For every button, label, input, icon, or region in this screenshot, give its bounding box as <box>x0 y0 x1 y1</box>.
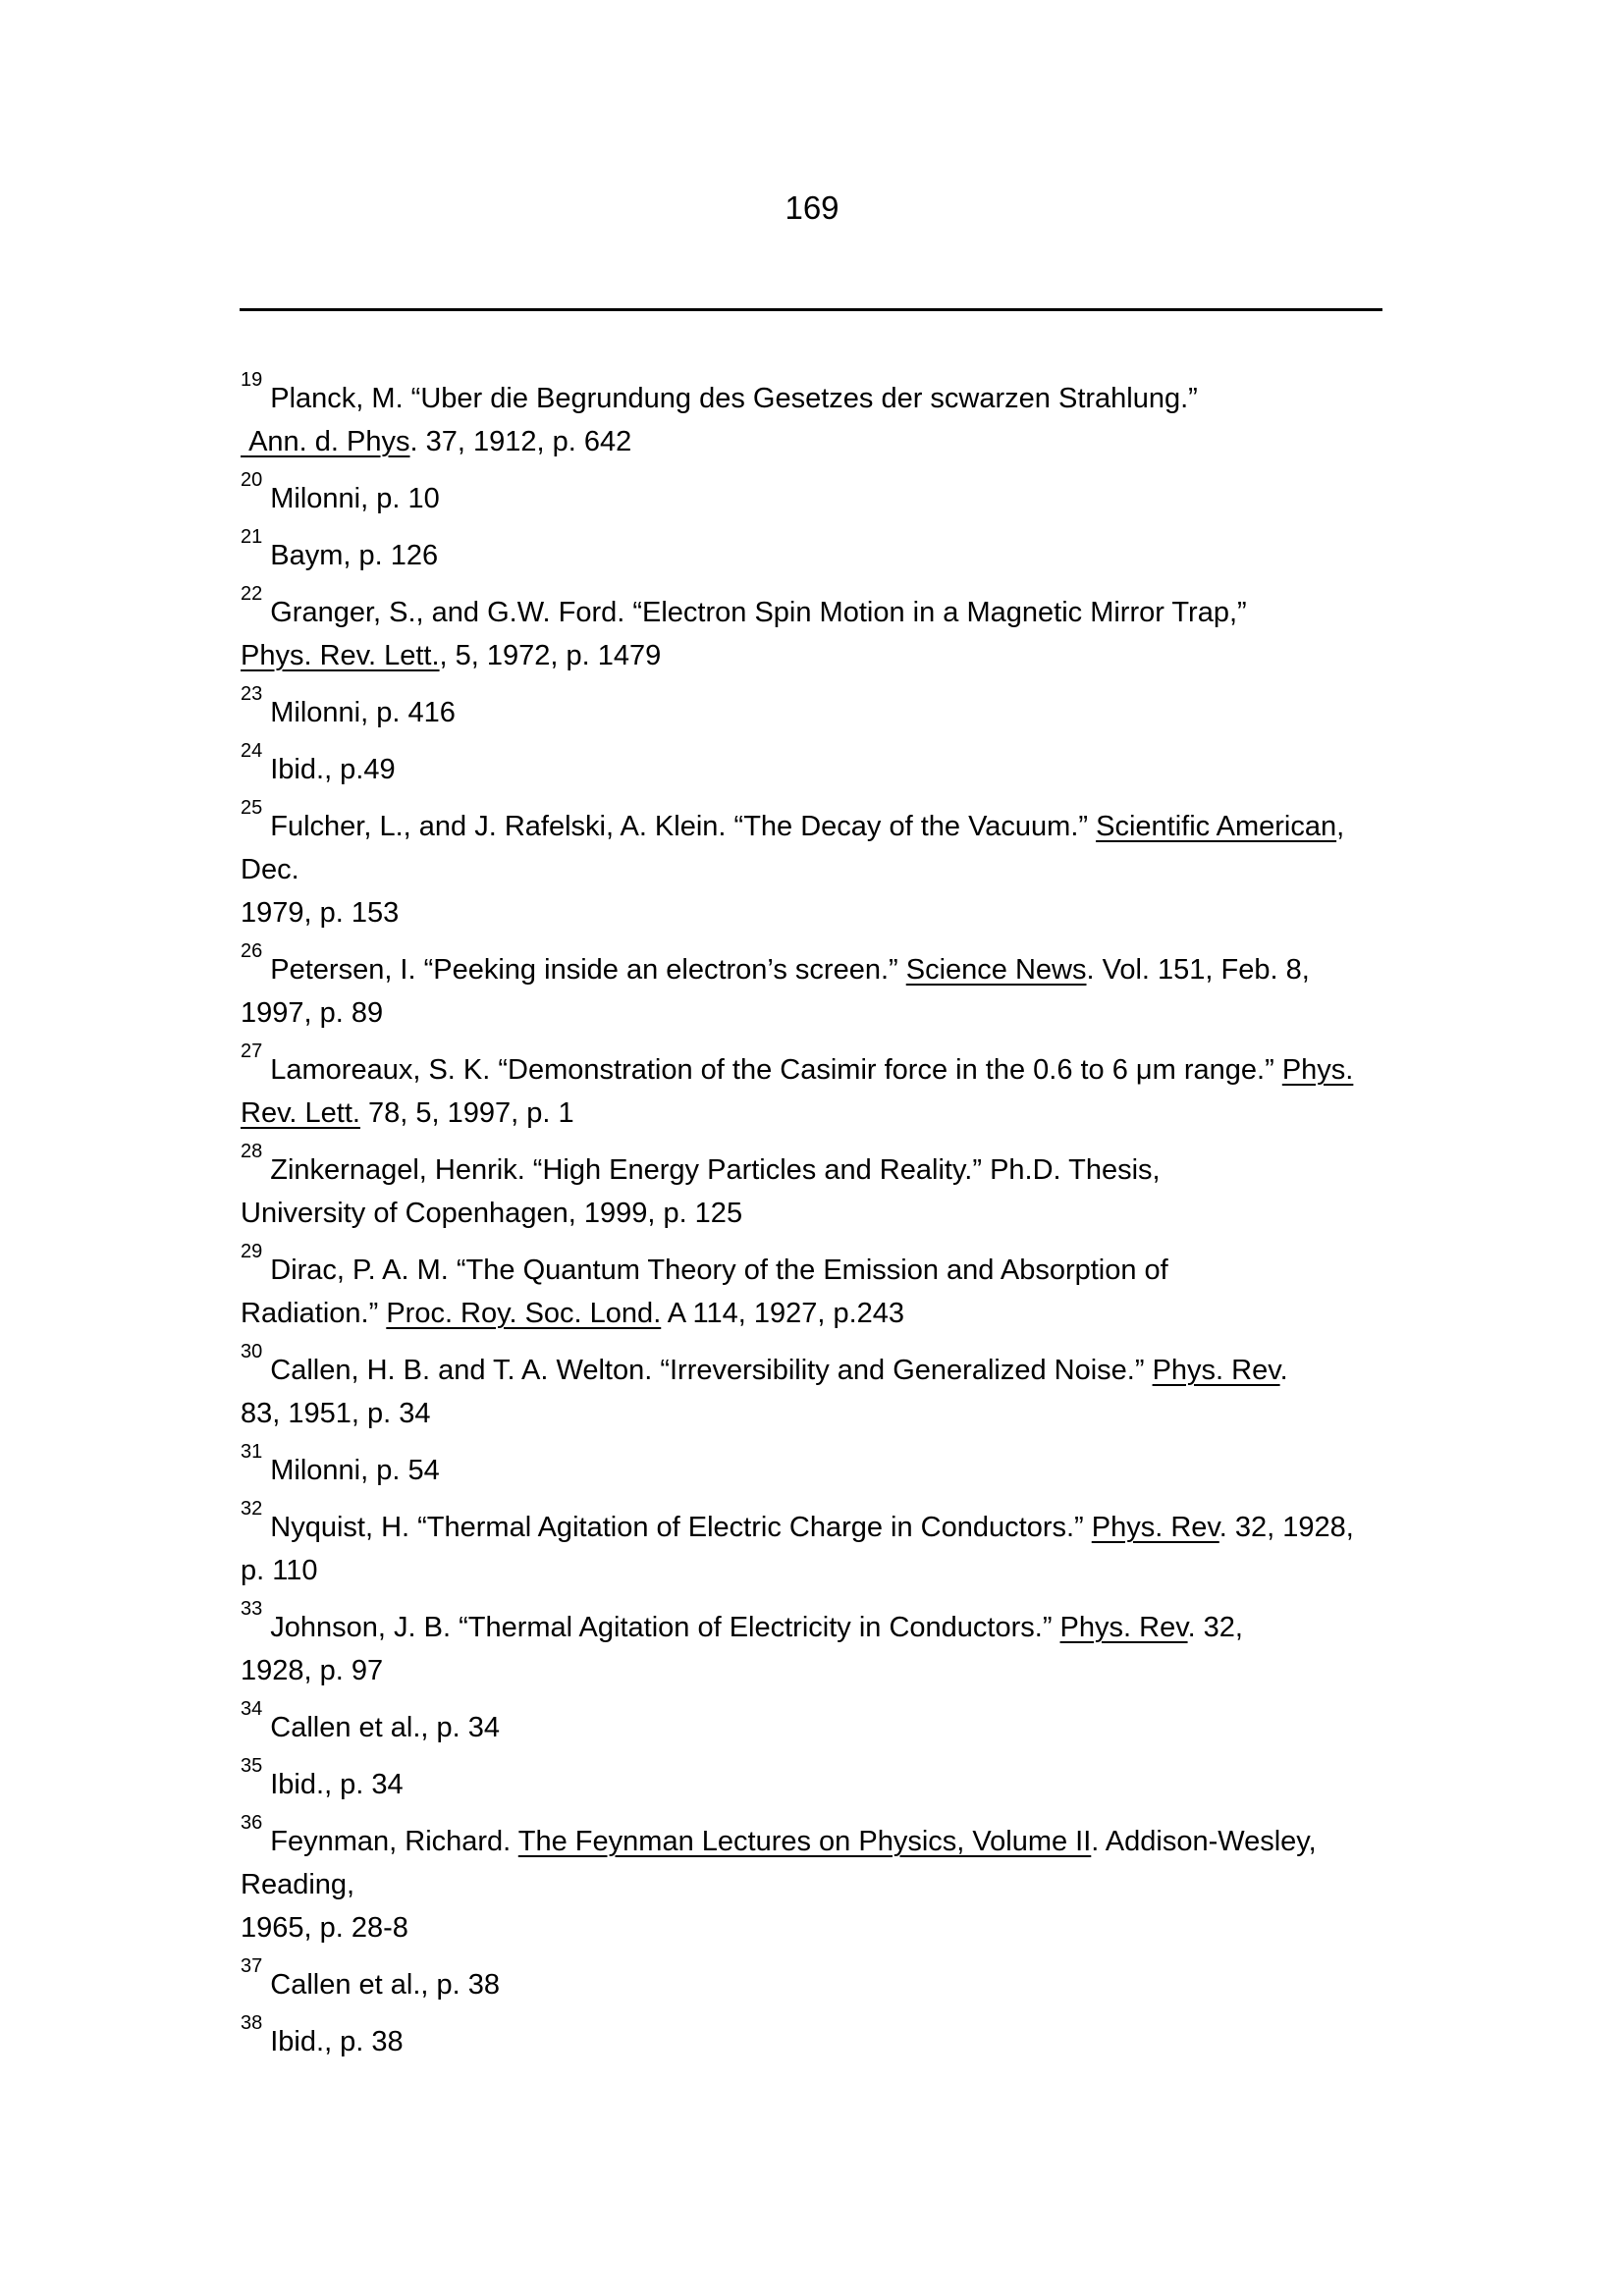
footnote-line <box>241 1498 1389 1549</box>
footnote-number: 21 <box>241 526 263 549</box>
footnote-text: 1979, p. 153 <box>241 897 400 929</box>
footnote-text: Petersen, I. “Peeking inside an electron’s screen.” <box>270 954 906 986</box>
footnotes-list <box>241 369 1389 2077</box>
footnote-line <box>241 1755 1389 1806</box>
footnote-number: 19 <box>241 369 263 392</box>
footnote-line <box>241 369 1389 420</box>
footnote-text: 83, 1951, p. 34 <box>241 1398 431 1429</box>
footnote-line <box>241 891 1389 934</box>
footnote-text: . 37, 1912, p. 642 <box>409 426 632 457</box>
footnote-text: p. 110 <box>241 1555 318 1586</box>
footnote-28 <box>241 1141 1389 1235</box>
footnote-37 <box>241 1955 1389 2006</box>
footnote-29 <box>241 1241 1389 1335</box>
footnote-text: Milonni, p. 54 <box>270 1455 440 1486</box>
footnote-19 <box>241 369 1389 463</box>
footnote-text: University of Copenhagen, 1999, p. 125 <box>241 1198 743 1229</box>
footnote-text: Feynman, Richard. <box>270 1826 518 1857</box>
footnote-line <box>241 1092 1389 1135</box>
footnote-line <box>241 526 1389 577</box>
footnote-20 <box>241 469 1389 520</box>
footnote-text-underlined: Phys. <box>1281 1054 1354 1086</box>
footnote-text: . Vol. 151, Feb. 8, <box>1086 954 1310 986</box>
footnote-line <box>241 1141 1389 1192</box>
footnote-line <box>241 797 1389 891</box>
footnote-26 <box>241 940 1389 1035</box>
footnote-number: 34 <box>241 1698 263 1721</box>
footnote-text: Baym, p. 126 <box>270 540 439 571</box>
footnote-number: 36 <box>241 1812 263 1835</box>
footnote-text-underlined: Proc. Roy. Soc. Lond. <box>386 1298 662 1329</box>
footnote-text-underlined: Phys. Rev <box>1152 1355 1280 1386</box>
footnote-text: Lamoreaux, S. K. “Demonstration of the Casimir force in the 0.6 to 6 μm range.” <box>270 1054 1282 1086</box>
footnote-text: Johnson, J. B. “Thermal Agitation of Electricity in Conductors.” <box>270 1612 1060 1643</box>
footnote-line <box>241 469 1389 520</box>
footnote-text-underlined: The Feynman Lectures on Physics, Volume II <box>517 1826 1092 1857</box>
footnote-text: Milonni, p. 10 <box>270 483 440 514</box>
footnote-text: . 32, <box>1187 1612 1243 1643</box>
footnote-number: 29 <box>241 1241 263 1263</box>
footnote-text: 1997, p. 89 <box>241 997 384 1029</box>
footnote-line <box>241 1549 1389 1592</box>
footnote-27 <box>241 1041 1389 1135</box>
footnote-text: . <box>1279 1355 1288 1386</box>
footnote-number: 35 <box>241 1755 263 1778</box>
footnote-text: , 5, 1972, p. 1479 <box>439 640 662 671</box>
footnote-31 <box>241 1441 1389 1492</box>
footnote-line <box>241 740 1389 791</box>
footnote-number: 32 <box>241 1498 263 1521</box>
footnote-text: A 114, 1927, p.243 <box>661 1298 905 1329</box>
footnote-number: 27 <box>241 1041 263 1063</box>
footnote-line <box>241 1041 1389 1092</box>
footnote-34 <box>241 1698 1389 1749</box>
footnote-text: 1928, p. 97 <box>241 1655 384 1686</box>
footnote-number: 23 <box>241 683 263 706</box>
footnote-text-underlined: Rev. Lett. <box>241 1097 360 1129</box>
footnote-text-underlined: Phys. Rev. Lett. <box>241 640 440 671</box>
footnote-text: Ibid., p. 34 <box>270 1769 404 1800</box>
footnote-text: Radiation.” <box>241 1298 387 1329</box>
footnote-text: 78, 5, 1997, p. 1 <box>359 1097 574 1129</box>
footnote-line <box>241 420 1389 463</box>
footnote-line <box>241 1292 1389 1335</box>
footnote-line <box>241 1441 1389 1492</box>
footnote-text: Milonni, p. 416 <box>270 697 456 728</box>
footnote-text: Dirac, P. A. M. “The Quantum Theory of the Emission and Absorption of <box>270 1255 1168 1286</box>
footnote-text-underlined: Ann. d. Phys <box>241 426 410 457</box>
footnote-number: 37 <box>241 1955 263 1978</box>
footnote-38 <box>241 2012 1389 2063</box>
page-number: 169 <box>785 189 839 226</box>
footnote-number: 20 <box>241 469 263 492</box>
footnote-23 <box>241 683 1389 734</box>
footnote-line <box>241 1241 1389 1292</box>
footnote-30 <box>241 1341 1389 1435</box>
footnote-number: 33 <box>241 1598 263 1621</box>
footnote-33 <box>241 1598 1389 1692</box>
footnote-22 <box>241 583 1389 677</box>
footnote-line <box>241 1906 1389 1949</box>
footnote-line <box>241 1698 1389 1749</box>
footnote-line <box>241 583 1389 634</box>
footnote-text: Callen et al., p. 38 <box>270 1969 501 2001</box>
footnote-text: . 32, 1928, <box>1218 1512 1354 1543</box>
footnote-text: Fulcher, L., and J. Rafelski, A. Klein. “The Decay of the Vacuum.” <box>270 811 1097 842</box>
footnote-text: Ibid., p.49 <box>270 754 396 785</box>
footnote-number: 38 <box>241 2012 263 2035</box>
footnote-line <box>241 683 1389 734</box>
footnote-text: Callen et al., p. 34 <box>270 1712 501 1743</box>
footnote-line <box>241 1812 1389 1906</box>
footnote-line <box>241 940 1389 991</box>
footnote-text: Planck, M. “Uber die Begrundung des Gesetzes der scwarzen Strahlung.” <box>270 383 1198 414</box>
footnote-number: 30 <box>241 1341 263 1363</box>
footnote-line <box>241 1598 1389 1649</box>
footnote-line <box>241 1955 1389 2006</box>
footnote-25 <box>241 797 1389 934</box>
footnote-text: , Dec. <box>241 811 1353 885</box>
footnote-line <box>241 1341 1389 1392</box>
footnote-number: 28 <box>241 1141 263 1163</box>
footnote-text: Granger, S., and G.W. Ford. “Electron Spin Motion in a Magnetic Mirror Trap,” <box>270 597 1247 628</box>
footnote-line <box>241 1649 1389 1692</box>
footnote-number: 31 <box>241 1441 263 1464</box>
footnote-line <box>241 634 1389 677</box>
footnote-number: 25 <box>241 797 263 820</box>
footnote-text: Callen, H. B. and T. A. Welton. “Irreversibility and Generalized Noise.” <box>270 1355 1153 1386</box>
footnote-text: . Addison-Wesley, Reading, <box>241 1826 1325 1900</box>
footnote-text-underlined: Scientific American <box>1096 811 1337 842</box>
footnote-24 <box>241 740 1389 791</box>
footnote-number: 26 <box>241 940 263 963</box>
footnote-text: Zinkernagel, Henrik. “High Energy Particles and Reality.” Ph.D. Thesis, <box>270 1154 1161 1186</box>
footnote-35 <box>241 1755 1389 1806</box>
footnote-text: Ibid., p. 38 <box>270 2026 404 2057</box>
footnote-text-underlined: Phys. Rev <box>1059 1612 1188 1643</box>
footnote-divider-rule <box>240 308 1382 311</box>
footnote-line <box>241 991 1389 1035</box>
footnote-36 <box>241 1812 1389 1949</box>
footnote-number: 22 <box>241 583 263 606</box>
footnote-text-underlined: Phys. Rev <box>1091 1512 1219 1543</box>
footnote-line <box>241 1192 1389 1235</box>
footnote-line <box>241 1392 1389 1435</box>
footnote-number: 24 <box>241 740 263 763</box>
footnote-21 <box>241 526 1389 577</box>
footnote-text: 1965, p. 28-8 <box>241 1912 408 1944</box>
footnote-32 <box>241 1498 1389 1592</box>
footnote-line <box>241 2012 1389 2063</box>
footnote-text-underlined: Science News <box>905 954 1087 986</box>
footnote-text: Nyquist, H. “Thermal Agitation of Electric Charge in Conductors.” <box>270 1512 1092 1543</box>
